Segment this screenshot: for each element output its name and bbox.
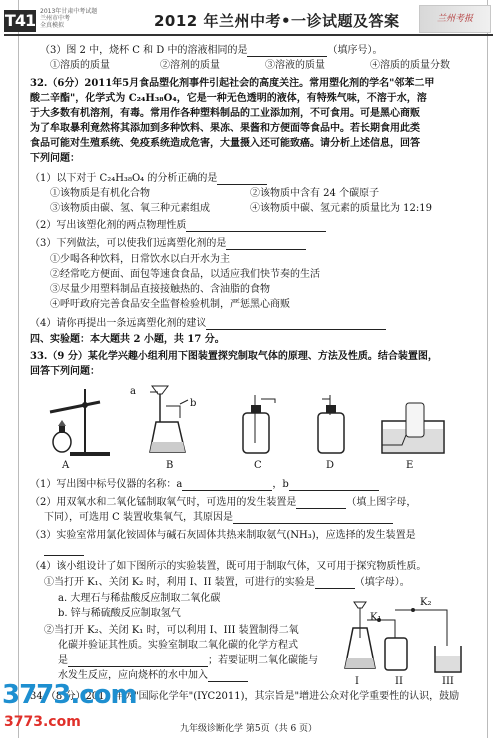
q33-part4-1: ①当打开 K₁、关闭 K₂ 时，利用 I、II 装置，可进行的实验是 （填字母）。 xyxy=(44,577,410,588)
apparatus-c-diagram xyxy=(235,395,285,457)
q33-part4-2-line: ②当打开 K₂、关闭 K₁ 时，可以利用 I、III 装置制得二氧 xyxy=(44,625,299,636)
q33-part2-line1: （2）用双氧水和二氧化锰制取氧气时，可选用的发生装置是 （填上图字母， xyxy=(30,497,417,508)
watermark-big: 3773.com xyxy=(2,680,137,710)
q33-part4-1b: b. 锌与稀硫酸反应制取氢气 xyxy=(58,608,181,619)
q32-part2: （2）写出该塑化剂的两点物理性质 xyxy=(30,219,326,232)
q32-p3-opt: ③尽量少用塑料制品直接接触热的、含油脂的食物 xyxy=(50,284,270,295)
q34-line: 34.（8 分）2011 年为"国际化学年"(IYC2011)，其宗旨是"增进公众对化学重要性的认识，鼓励 xyxy=(30,691,460,702)
apparatus-a-label: A xyxy=(62,460,70,471)
apparatus-b-label: B xyxy=(166,460,174,471)
q32-intro-line: 于大多数有机溶剂，有毒。常用作各种塑料制品的工业添加剂，不可食用。可是黑心商贩 xyxy=(30,108,420,119)
q32-intro-line: 酸二辛酯"，化学式为 C₂₄H₃₈O₄，它是一种无色透明的液体，有特殊气味，不溶于水，溶 xyxy=(30,93,427,104)
apparatus-a-diagram xyxy=(40,384,120,459)
watermark-small: 3773.com xyxy=(4,714,81,730)
q32-p1-opt: ①该物质是有机化合物 xyxy=(50,188,150,199)
apparatus-c-label: C xyxy=(254,460,262,471)
q33-part4: （4）该小组设计了如下图所示的实验装置，既可用于制取气体，又可用于探究物质性质。 xyxy=(30,561,427,572)
q31-opt1: ①溶质的质量 xyxy=(50,60,110,71)
q33-part1: （1）写出图中标号仪器的名称：a ，b xyxy=(30,478,379,491)
q33-intro-line: 33.（9 分）某化学兴趣小组利用下图装置探究制取气体的原理、方法及性质。结合装置图， xyxy=(30,351,438,362)
label-b: b xyxy=(190,398,197,409)
q32-p1-opt: ②该物质中含有 24 个碳原子 xyxy=(250,188,380,199)
apparatus-d-label: D xyxy=(326,460,335,471)
q33-part2-line2: 下同），可选用 C 装置收集氧气，其原因是 xyxy=(44,511,393,524)
k1-label: K₁ xyxy=(370,612,382,623)
q32-p1-opt: ③该物质由碳、氢、氧三种元素组成 xyxy=(50,203,210,214)
q33-part4-2-line: 水发生反应，应向烧杯的水中加入 xyxy=(58,669,248,682)
q32-p3-opt: ④呼吁政府完善食品安全监督检验机制，严惩黑心商贩 xyxy=(50,299,290,310)
q32-intro-line: 下列问题： xyxy=(30,153,80,164)
q32-part3: （3）下列做法，可以使我们远离塑化剂的是 xyxy=(30,237,306,250)
page-footer: 九年级诊断化学 第5页（共 6 页） xyxy=(180,724,318,734)
q32-intro-line: 食品可能对生殖系统、免疫系统造成危害，大量摄入还可能致癌。请分析上述信息，回答 xyxy=(30,138,420,149)
brand-text: 2013年甘肃中考试题 兰州市中考 全真模拟 xyxy=(40,8,98,29)
site-watermark xyxy=(2,680,152,736)
q31-opt2: ②溶剂的质量 xyxy=(160,60,220,71)
apparatus-e-diagram xyxy=(378,395,448,457)
page-number-badge: T41 xyxy=(4,11,36,30)
q33-intro-line: 回答下列问题： xyxy=(30,366,100,377)
fig2-label-iii: III xyxy=(442,676,454,687)
q32-p3-opt: ①少喝各种饮料，日常饮水以白开水为主 xyxy=(50,254,230,265)
page-header xyxy=(4,4,493,36)
apparatus-fig2-diagram xyxy=(335,598,475,680)
q33-part4-1a: a. 大理石与稀盐酸反应制取二氧化碳 xyxy=(58,593,221,604)
q32-intro-line: 32.（6分）2011年5月食品塑化剂事件引起社会的高度关注。常用塑化剂的学名"邻苯二甲 xyxy=(30,78,435,89)
apparatus-e-label: E xyxy=(406,460,414,471)
q32-part1: （1）以下对于 C₂₄H₃₈O₄ 的分析正确的是 xyxy=(30,172,267,185)
q31-opt3: ③溶液的质量 xyxy=(265,60,325,71)
q32-p3-opt: ②经常吃方便面、面包等速食食品，以适应我们快节奏的生活 xyxy=(50,269,320,280)
q33-part3-blank xyxy=(44,543,84,556)
apparatus-d-diagram xyxy=(310,395,360,457)
q33-part3: （3）实验室常用氯化铵固体与碱石灰固体共热来制取氨气(NH₃)，应选择的发生装置是 xyxy=(30,530,416,541)
section-heading: 四、实验题：本大题共 2 小题，共 17 分。 xyxy=(30,334,225,345)
fig2-label-i: I xyxy=(355,676,359,687)
header-title: 2012 年兰州中考•一诊试题及答案 xyxy=(154,12,400,30)
label-a: a xyxy=(130,386,136,397)
q31-part3: （3）图 2 中，烧杯 C 和 D 中的溶液相同的是 （填序号）。 xyxy=(40,45,383,56)
apparatus-b-diagram xyxy=(130,382,205,460)
q32-part4: （4）请你再提出一条远离塑化剂的建议 xyxy=(30,317,386,330)
newspaper-logo: 兰州考报 xyxy=(419,5,491,33)
q33-part4-2-line: 化碳并验证其性质。实验室制取二氧化碳的化学方程式 xyxy=(58,640,298,651)
k2-label: K₂ xyxy=(420,597,432,608)
q32-p1-opt: ④该物质中碳、氢元素的质量比为 12:19 xyxy=(250,203,432,214)
q32-intro-line: 为了牟取暴利竟然将其添加到多种饮料、果冻、果酱和方便面等食品中。若长期食用此类 xyxy=(30,123,420,134)
q31-opt4: ④溶质的质量分数 xyxy=(370,60,450,71)
q33-part4-2-line: 是 ；若要证明二氧化碳能与 xyxy=(58,655,318,666)
fig2-label-ii: II xyxy=(395,676,403,687)
